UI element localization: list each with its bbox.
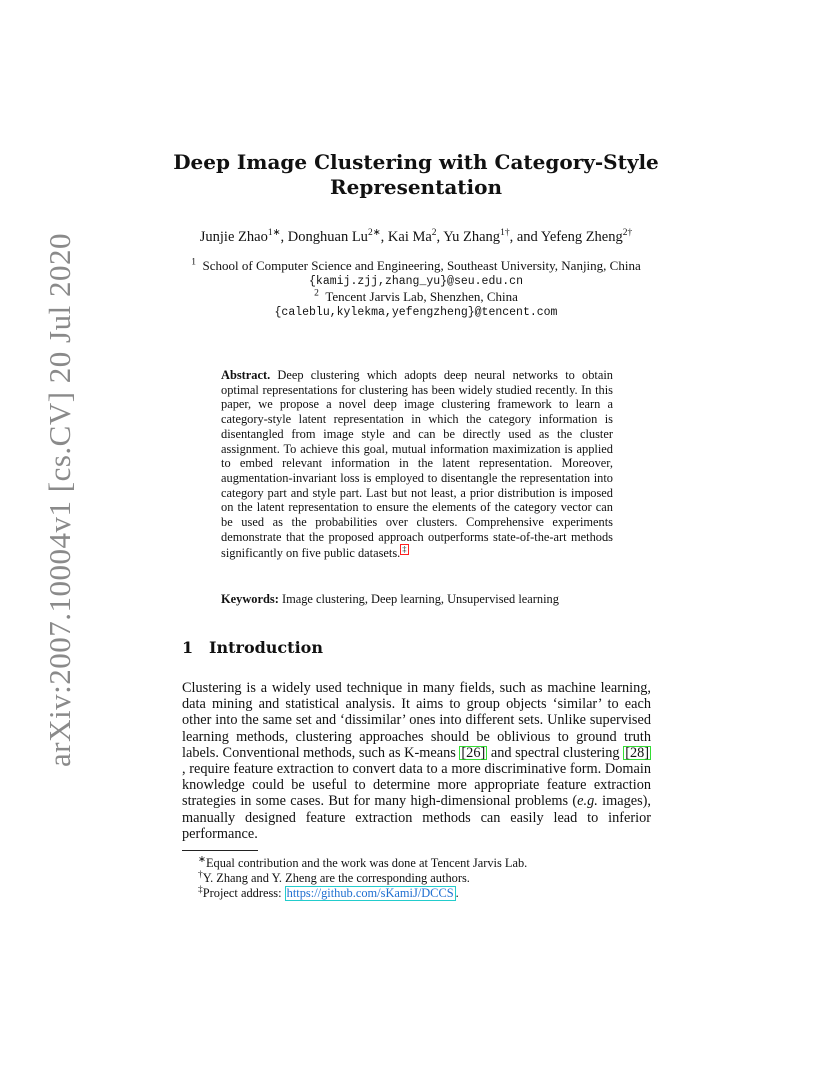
footnote-1: ∗Equal contribution and the work was done at Tencent Jarvis Lab. [198, 854, 528, 870]
author: Junjie Zhao$^{1∗}$, [199, 228, 288, 245]
section-title: Introduction [209, 638, 323, 657]
author-mark: 2† [622, 228, 633, 239]
author: Donghuan $Lu^{2∗}$, [287, 228, 388, 245]
paper-title [150, 150, 682, 200]
author-mark: 2∗ [367, 228, 381, 239]
intro-paragraph: Clustering is a widely used technique in many fields, such as machine learning, data mining and statistical analysis. It aims to group objects ‘similar’ to each other into the same set and ‘dissimilar’ ones into different sets. Unlike supervised learning methods, clustering approaches should be oblivious to ground truth labels. Conventional methods, such as K-means [26] and spectral clustering [28], require feature extraction to convert data to a more discriminative form. Domain knowledge could be useful to determine more appropriate feature extraction strategies in some cases. But for many high-dimensional problems (e.g. images), manually designed feature extraction methods can easily lead to inferior performance. [182, 680, 651, 842]
author: Kai Ma$^2$, [387, 228, 444, 245]
citation-link[interactable]: [26] [461, 744, 486, 761]
project-link[interactable]: https://github.com/sKamiJ/DCCS [286, 886, 454, 900]
footnote-3: ‡Project address: https://github.com/sKamiJ/DCCS . [198, 884, 459, 900]
keywords-text: Image clustering, Deep learning, Unsupervised learning [281, 592, 559, 606]
affiliation-2: $^2$ Tencent Jarvis Lab, Shenzhen, China [314, 288, 518, 304]
abstract-text: Deep clustering which adopts deep neural networks to obtain optimal representations for clustering has been widely studied recently. In this paper, we propose a novel deep image clustering framework to learn a category-style latent representation in which the category information is disentangled from image style and can be directly used as the cluster assignment. To achieve this goal, mutual information maximization is applied to embed relevant information in the latent representation. Moreover, augmentation-invariant loss is employed to disentangle the representation into category part and style part. Last but not least, a prior distribution is imposed on the latent representation to ensure the elements of the category vector can be used as the probabilities over clusters. Comprehensive experiments demonstrate that the proposed approach outperforms state-of-the-art methods significantly on five public datasets. [221, 368, 613, 561]
footnote-rule [182, 850, 258, 851]
section-number: 1 [182, 638, 194, 657]
keywords [221, 592, 613, 607]
abstract [221, 368, 613, 561]
footnote-2: †Y. Zhang and Y. Zheng are the corresponding authors. [198, 869, 470, 885]
author-mark: 2 [431, 228, 437, 239]
affiliation-2-email: {caleblu,kylekma,yefengzheng}@tencent.com [274, 305, 558, 319]
title-line-1: Deep Image Clustering with Category-Style [173, 150, 659, 174]
section-heading [182, 638, 323, 657]
author: Yefeng Zheng$^{2\dagger}$ [540, 228, 633, 245]
abstract-label: Abstract. [221, 368, 271, 382]
citation-link[interactable]: [28] [625, 744, 650, 761]
author-mark: 1† [500, 228, 510, 239]
footnote-link[interactable]: ‡ [402, 544, 407, 555]
title-line-2: Representation [329, 175, 503, 199]
arxiv-stamp: arXiv:2007.10004v1 [cs.CV] 20 Jul 2020 [42, 233, 77, 767]
author-list [120, 229, 712, 246]
keywords-label: Keywords: [221, 592, 279, 606]
affiliation-1-email: {kamij.zjj,zhang_yu}@seu.edu.cn [309, 274, 523, 288]
affiliations [120, 258, 712, 320]
author: Yu Zhang$^{1\dagger}$, and [443, 228, 541, 245]
footnotes [198, 856, 527, 901]
author-mark: 1∗ [267, 228, 281, 239]
affiliation-1: $^1$ School of Computer Science and Engineering, Southeast University, Nanjing, China [191, 257, 641, 273]
